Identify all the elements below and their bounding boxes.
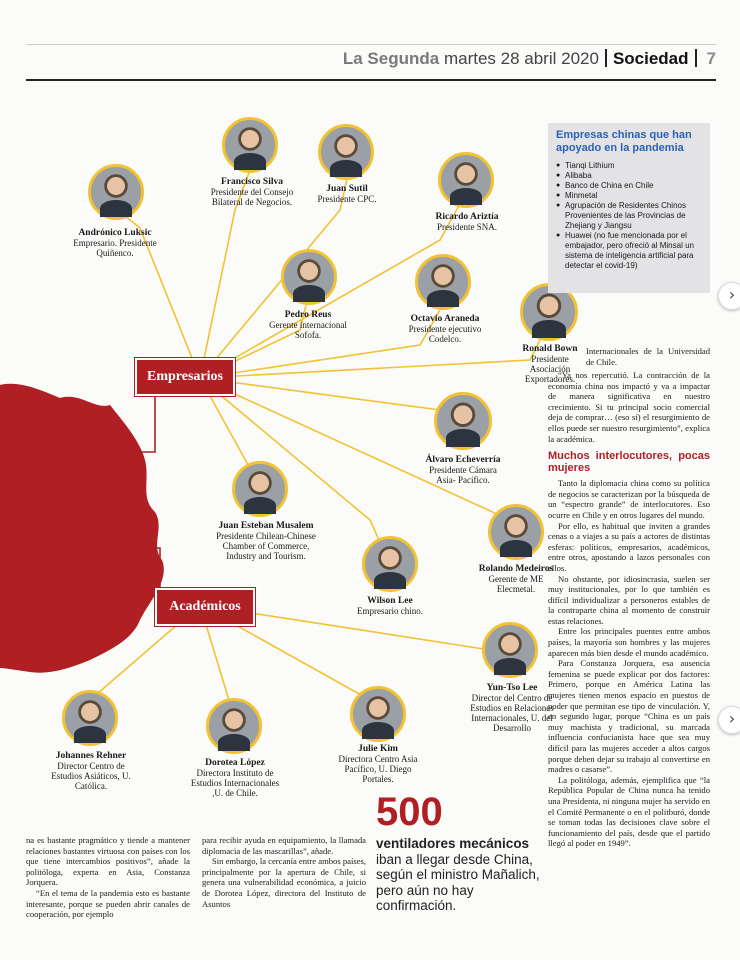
article-right-top <box>586 346 710 367</box>
person-name: Álvaro Echeverría <box>425 455 501 465</box>
portrait-musalem <box>232 461 288 517</box>
person-name: Dorotea López <box>205 758 265 768</box>
highlight-text <box>376 836 541 914</box>
issue-date: martes 28 abril 2020 <box>443 49 599 68</box>
person-name: Ronald Bown <box>522 344 578 354</box>
category-academicos: Académicos <box>155 588 255 626</box>
article-paragraph: Tanto la diplomacia china como su política de negocios se caracterizan por la búsqueda de un “espectro grande” de interlocutores. Eso ocurre en Chile y en otros lugares del mundo. <box>548 478 710 520</box>
person-role: Director Centro de Estudios Asiáticos, U. Católica. <box>51 761 131 791</box>
list-item: ● Agrupación de Residentes Chinos Provenientes de las Provincias de Zhejiang y Jiangsu <box>556 201 702 231</box>
person-card <box>350 596 430 616</box>
person-name: Johannes Rehner <box>55 751 127 761</box>
list-item: ● Huawei (no fue mencionada por el embajador, pero ofreció al Minsal un sistema de inteligencia artificial para detectar el covid-19) <box>556 231 702 271</box>
person-card <box>46 751 136 791</box>
article-paragraph: No obstante, por idiosincrasia, suelen ser muy institucionales, por lo que también es difícil individualizar a personeros estables de la contraparte china al momento de construir estas relaciones. <box>548 573 710 626</box>
person-name: Julie Kim <box>358 744 398 754</box>
portrait-silva <box>222 117 278 173</box>
companies-box <box>548 123 710 293</box>
person-role: Presidente Cámara Asia- Pacífico. <box>429 465 497 485</box>
portrait-reus <box>281 249 337 305</box>
portrait-rehner <box>62 690 118 746</box>
page-number: 7 <box>706 49 716 68</box>
article-paragraph: Por ello, es habitual que inviten a grandes cenas o a viajes a su país a actores de distintas esferas: políticos, empresarios, académicos, entre otros, apostando a lazos personales con ellos. <box>548 520 710 573</box>
person-card <box>266 310 350 340</box>
highlight-bold: ventiladores mecánicos <box>376 836 530 851</box>
newspaper-brand: La Segunda <box>342 49 440 68</box>
highlight-number: 500 <box>376 790 443 834</box>
person-name: Juan Esteban Musalem <box>218 521 314 531</box>
portrait-araneda <box>415 254 471 310</box>
person-name: Francisco Silva <box>220 177 283 187</box>
person-role: Presidente SNA. <box>437 222 497 232</box>
person-card <box>404 314 486 344</box>
portrait-yun-tso-lee <box>482 622 538 678</box>
article-right-top-2 <box>548 370 710 849</box>
highlight-rest: iban a llegar desde China, según el ministro Mañalich, pero aún no hay confirmación. <box>376 851 540 913</box>
article-paragraph: “Ya nos repercutió. La contracción de la economía china nos impactó y va a impactar de manera significativa en nuestro crecimiento. Si tu principal socio comercial deja de comprar… (eso sí) el resurgimiento de ellos puede ser nuestro resurgimiento”, explica la académica. <box>548 370 710 444</box>
person-name: Octavio Araneda <box>410 314 480 324</box>
person-card <box>208 177 296 207</box>
person-role: Presidente del Consejo Bilateral de Negocios. <box>210 187 294 207</box>
person-name: Rolando Medeiros <box>478 564 554 574</box>
companies-box-title: Empresas chinas que han apoyado en la pandemia <box>556 129 692 154</box>
next-page-button-lower[interactable]: › <box>718 706 740 734</box>
category-empresarios: Empresarios <box>135 358 235 396</box>
article-paragraph: para recibir ayuda en equipamiento, la llamada diplomacia de las mascarillas”, añade. <box>202 835 366 856</box>
portrait-echeverria <box>434 392 492 450</box>
person-card <box>70 228 160 258</box>
article-paragraph: Internacionales de la Universidad de Chile. <box>586 346 710 367</box>
portrait-wilson-lee <box>362 536 418 592</box>
person-card <box>426 212 508 232</box>
person-role: Presidente Chilean-Chinese Chamber of Commerce, Industry and Tourism. <box>216 531 316 561</box>
next-page-button[interactable]: › <box>718 282 740 310</box>
list-item: ● Tianqi Lithium <box>556 161 702 171</box>
person-role: Presidente CPC. <box>317 194 377 204</box>
portrait-ariztia <box>438 152 494 208</box>
person-role: Directora Centro Asia Pacífico, U. Diego Portales. <box>338 754 418 784</box>
portrait-lopez <box>206 698 262 754</box>
person-name: Pedro Reus <box>284 310 332 320</box>
person-role: Empresario. Presidente Quiñenco. <box>73 238 157 258</box>
portrait-medeiros <box>488 504 544 560</box>
list-item: ● Alibaba <box>556 171 702 181</box>
person-name: Wilson Lee <box>367 596 413 606</box>
person-name: Ricardo Ariztía <box>435 212 499 222</box>
person-card <box>478 564 554 594</box>
article-bottom-col2 <box>202 835 366 909</box>
person-name: Andrónico Luksic <box>78 228 152 238</box>
person-card <box>306 184 388 204</box>
person-role: Empresario chino. <box>357 606 423 616</box>
article-paragraph: Sin embargo, la cercanía entre ambos países, principalmente por la apertura de Chile, si genera una vulnerabilidad económica, a juicio de Dorotea López, directora del Instituto de Asuntos <box>202 856 366 909</box>
person-card <box>470 683 554 733</box>
companies-list <box>556 161 702 271</box>
person-role: Presidente ejecutivo Codelco. <box>408 324 482 344</box>
person-card <box>190 758 280 798</box>
article-paragraph: Para Constanza Jorquera, esa ausencia femenina se puede explicar por dos factores: Primero, porque en América Latina las mujeres tienen menos espacio en puestos de poder que permitan ese tipo de vinculación. Y, en segundo lugar, porque “China es un país muy machista y tradicional, su marcada influencia confucianista hace que sea muy difícil para las mujeres acceder a altos cargos porque deben dejar su trabajo al convertirse en madres o casarse”. <box>548 658 710 775</box>
article-paragraph: Entre los principales puentes entre ambos países, la mayoría son hombres y las mujeres aparecen más bien desde el mundo académico. <box>548 626 710 658</box>
person-card <box>336 744 420 784</box>
portrait-julie-kim <box>350 686 406 742</box>
person-name: Yun-Tso Lee <box>486 683 538 693</box>
person-card <box>420 455 506 485</box>
section-name: Sociedad <box>612 49 689 68</box>
person-role: Directora Instituto de Estudios Internacionales ,U. de Chile. <box>190 768 280 798</box>
portrait-sutil <box>318 124 374 180</box>
person-name: Juan Sutil <box>326 184 368 194</box>
list-item: ● Banco de China en Chile <box>556 181 702 191</box>
article-bottom-col1 <box>26 835 190 920</box>
person-role: Gerente internacional Sofofa. <box>269 320 347 340</box>
portrait-luksic <box>88 164 144 220</box>
article-subhead: Muchos interlocutores, pocas mujeres <box>548 450 710 475</box>
map-shape <box>0 384 164 673</box>
person-role: Presidente Asociación Exportadores. <box>524 354 576 384</box>
person-role: Gerente de ME Elecmetal. <box>488 574 544 594</box>
person-role: Director del Centro de Estudios en Relaciones Internacionales, U. del Desarrollo <box>470 693 554 733</box>
list-item: ● Minmetal <box>556 191 702 201</box>
article-paragraph: La politóloga, además, ejemplifica que “la República Popular de China nunca ha tenido una Presidenta, ni ninguna mujer ha servido en el Comité Permanente o en el politburó, donde se toman todas las decisiones clave sobre el funcionamiento del país, desde que el partido llegó al poder en 1949”. <box>548 774 710 849</box>
article-paragraph: “En el tema de la pandemia esto es bastante interesante, porque se pueden abrir canales de cooperación, por ejemplo <box>26 887 190 920</box>
person-card <box>214 521 318 561</box>
article-paragraph: na es bastante pragmático y tiende a mantener relaciones bastantes virtuosa con países con los que tiene intercambios positivos”, añade la politóloga, experta en Asia, Constanza Jorquera. <box>26 835 190 888</box>
